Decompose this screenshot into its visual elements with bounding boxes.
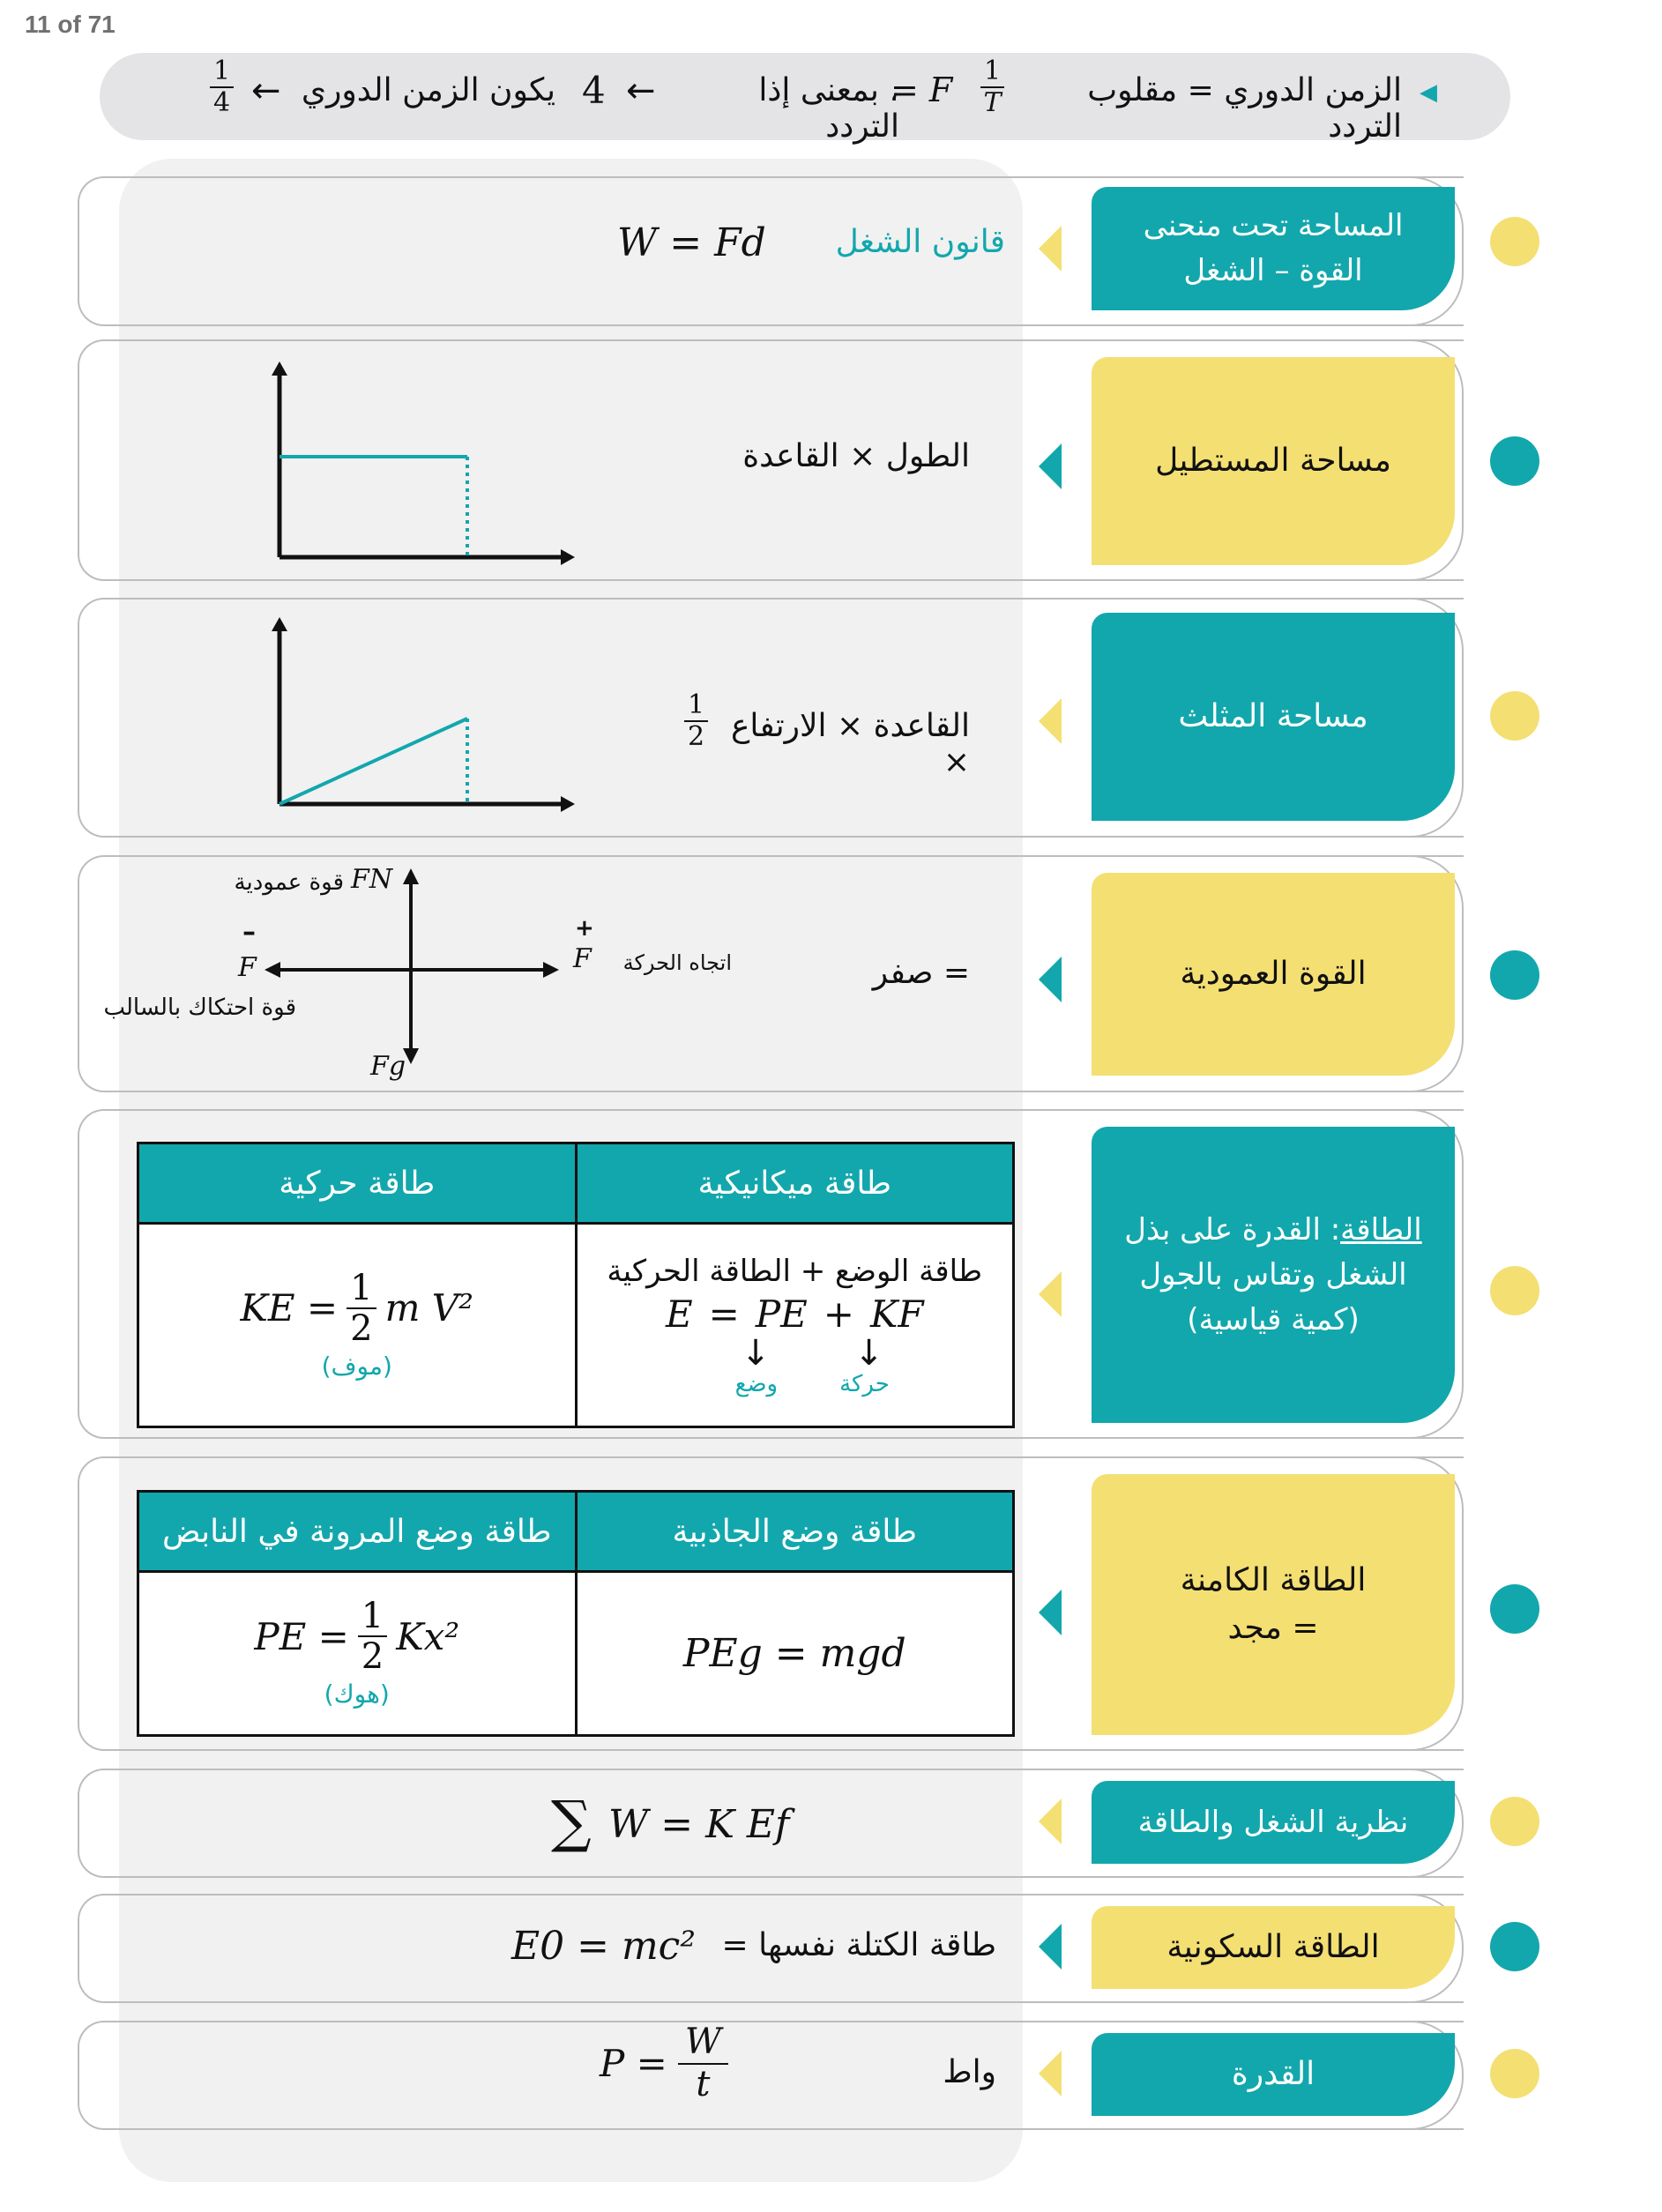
mechanical-text: طاقة الوضع + الطاقة الحركية [607,1253,983,1289]
spring-half: $\frac{1}{2}$ [358,1598,387,1674]
bullet-dot [1490,1266,1539,1315]
f-positive-sign: + [575,915,594,942]
period-text-3: يكون الزمن الدوري [301,72,555,108]
power-fraction: $\frac{W}{t}$ [678,2024,728,2102]
period-eq: = F [891,71,953,109]
word-motion: حركة [839,1370,890,1397]
pointer-icon [1039,1271,1062,1317]
spring-rhs: Kx² [396,1614,460,1658]
pointer-icon [1039,1799,1062,1844]
power-lhs: P = [600,2041,667,2085]
pointer-icon [1039,1590,1062,1635]
mech-e: E [665,1292,693,1336]
period-text-2: ، بمعنى إذا التردد [758,72,899,145]
bullet-dot [1490,217,1539,266]
normal-force-value: = صفر [872,955,970,991]
bullet-dot [1490,1797,1539,1846]
period-arrow-1: ← [626,71,656,111]
period-arrow-2: ← [251,71,281,111]
kinetic-rhs: m V² [384,1286,473,1329]
potential-col-gravity: طاقة وضع الجاذبية [576,1492,1014,1572]
pointer-icon [1039,698,1062,744]
word-potential: وضع [734,1370,779,1397]
pointer-icon [1039,2051,1062,2097]
gravity-cell [576,1572,1014,1736]
kinetic-half: $\frac{1}{2}$ [347,1270,376,1346]
label-work: المساحة تحت منحنى القوة – الشغل [1092,187,1455,310]
energy-col-kinetic: طاقة حركية [138,1143,577,1224]
bullet-dot [1490,691,1539,741]
page-number: 11 of 71 [25,11,116,38]
label-power: القدرة [1092,2033,1455,2116]
energy-col-mechanical: طاقة ميكانيكية [576,1143,1014,1224]
label-energy: الطاقة: القدرة على بذل الشغل وتقاس بالجول (كمية قياسية) [1092,1127,1455,1423]
sigma-icon: ∑ [551,1790,592,1855]
arrow-down-icon: ↓ [741,1332,771,1374]
label-normal-force: القوة العمودية [1092,873,1455,1076]
gravity-formula: PEg = mgd [682,1631,906,1676]
top-bullet-icon: ◀ [1420,79,1437,106]
mech-plus: + [823,1292,854,1336]
power-unit: واط [943,2054,996,2090]
energy-table [137,1142,1015,1428]
bullet-dot [1490,2049,1539,2098]
potential-title: الطاقة الكامنة [1180,1562,1367,1598]
potential-sub: = مجد [1227,1610,1319,1646]
period-quarter: $\frac{1}{4}$ [210,58,234,116]
f-negative-description: قوة احتكاك بالسالب [103,994,296,1021]
period-fraction: $\frac{1}{T}$ [980,58,1004,116]
theorem-formula: W = K Ef [608,1802,790,1847]
triangle-formula: القاعدة × الارتفاع × [730,708,970,780]
triangle-graph [256,617,582,820]
work-formula: W = Fd [617,220,766,265]
rectangle-formula: الطول × القاعدة [742,438,970,474]
mech-pe: PE [755,1292,808,1336]
label-triangle: مساحة المثلث [1092,613,1455,821]
mechanical-cell [576,1224,1014,1427]
rectangle-graph [256,361,582,573]
f-positive-label: F [573,943,592,974]
potential-col-spring: طاقة وضع المرونة في النابض [138,1492,577,1572]
spring-lhs: PE = [254,1614,349,1658]
bullet-dot [1490,436,1539,486]
kinetic-lhs: KE = [240,1286,339,1329]
motion-direction: اتجاه الحركة [622,950,732,975]
f-negative-label: F [238,952,257,983]
label-potential [1092,1474,1455,1735]
rest-energy-text: طاقة الكتلة نفسها = [721,1927,996,1963]
arrow-down-icon: ↓ [853,1332,884,1374]
label-rectangle: مساحة المستطيل [1092,357,1455,565]
rest-energy-formula: E0 = mc² [511,1924,696,1969]
mech-kf: KF [869,1292,924,1336]
pointer-icon [1039,226,1062,272]
spring-cell [138,1572,577,1736]
period-value-4: 4 [582,69,606,112]
bullet-dot [1490,1922,1539,1971]
pointer-icon [1039,1924,1062,1970]
kinetic-note: (موف) [321,1351,392,1381]
pointer-icon [1039,957,1062,1002]
work-law-label: قانون الشغل [835,224,1005,260]
label-rest-energy: الطاقة السكونية [1092,1906,1455,1989]
triangle-half: $\frac{1}{2}$ [684,692,708,750]
fn-description: قوة عمودية [234,869,344,896]
power-formula [600,2024,728,2102]
bullet-dot [1490,1584,1539,1634]
spring-note: (هوك) [324,1679,390,1709]
kinetic-cell [138,1224,577,1427]
force-diagram [256,868,573,1067]
pointer-icon [1039,443,1062,489]
label-theorem: نظرية الشغل والطاقة [1092,1781,1455,1864]
bullet-dot [1490,950,1539,1000]
fg-label: Fg [370,1051,406,1082]
mech-eq: = [708,1292,740,1336]
period-text-1: الزمن الدوري = مقلوب التردد [1087,72,1402,145]
fn-label: FN [351,864,393,895]
potential-table [137,1490,1015,1737]
f-negative-sign: – [242,917,256,948]
